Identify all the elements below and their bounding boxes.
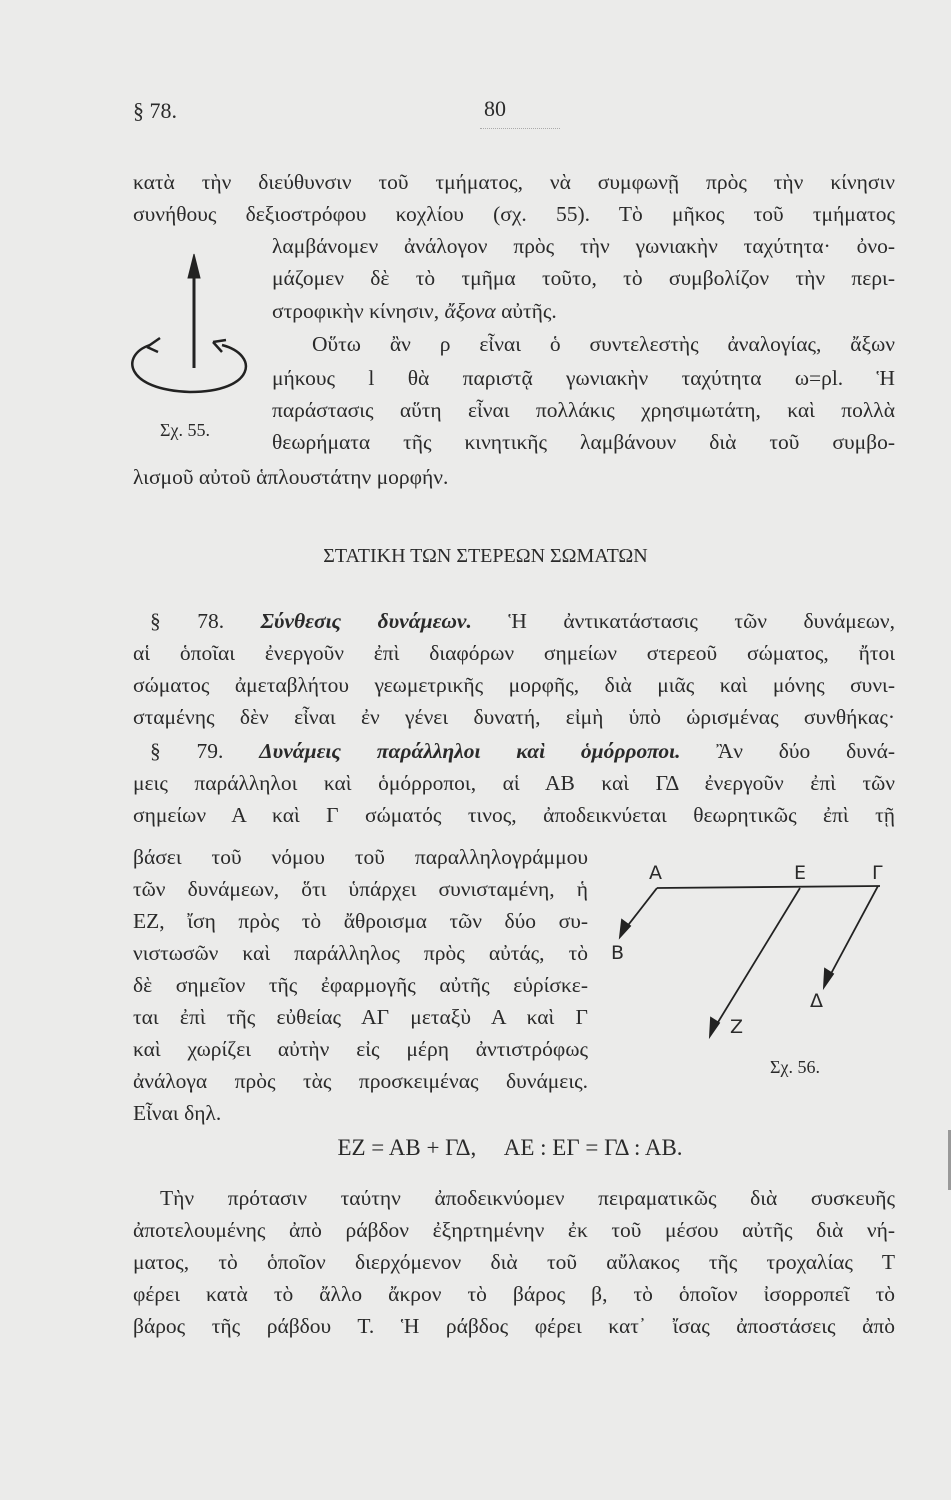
force-GD bbox=[826, 886, 878, 983]
text-line: μεις παράλληλοι καὶ ὁμόρροποι, αἱ ΑΒ καὶ ΓΔ ἐνεργοῦν ἐπὶ τῶν bbox=[133, 771, 895, 795]
running-section: § 78. bbox=[133, 98, 177, 123]
fig-label-Z: Z bbox=[730, 1016, 744, 1038]
text-line: λισμοῦ αὐτοῦ ἁπλουστάτην μορφήν. bbox=[133, 465, 449, 489]
section-title: Δυνάμεις παράλληλοι καὶ ὁμόρροποι. bbox=[259, 739, 681, 763]
chapter-title: ΣΤΑΤΙΚΗ ΤΩΝ ΣΤΕΡΕΩΝ ΣΩΜΑΤΩΝ bbox=[323, 545, 648, 567]
text-line: ἀνάλογα πρὸς τὰς προσκειμένας δυνάμεις. bbox=[133, 1069, 588, 1093]
section-number: § 78. bbox=[150, 609, 225, 633]
text-line: καὶ χωρίζει αὐτὴν εἰς μέρη ἀντιστρόφως bbox=[133, 1037, 588, 1061]
text-fragment: αὐτῆς. bbox=[501, 299, 557, 323]
axis-arrow-icon bbox=[188, 254, 200, 368]
text-line: λαμβάνομεν ἀνάλογον πρὸς τὴν γωνιακὴν ταχύτητα· ὀνο- bbox=[272, 234, 895, 258]
fig-label-B: B bbox=[611, 942, 625, 964]
text-line: τῶν δυνάμεων, ὅτι ὑπάρχει συνισταμένη, ἡ bbox=[133, 877, 588, 901]
text-line: σταμένης δὲν εἶναι ἐν γένει δυνατή, εἰμὴ ὑπὸ ὡρισμένας συνθήκας· bbox=[133, 705, 895, 729]
fig-label-A: A bbox=[649, 862, 662, 884]
equation: ΕΖ = ΑΒ + ΓΔ, ΑΕ : ΕΓ = ΓΔ : ΑΒ. bbox=[337, 1135, 683, 1160]
resultant-EZ bbox=[712, 888, 800, 1032]
text-fragment: Ἡ ἀντικατάστασις τῶν δυνάμεων, bbox=[508, 609, 895, 633]
text-line: σώματος ἀμεταβλήτου γεωμετρικῆς μορφῆς, διὰ μιᾶς καὶ μόνης συνι- bbox=[133, 673, 895, 697]
text-line: θεωρήματα τῆς κινητικῆς λαμβάνουν διὰ τοῦ συμβο- bbox=[272, 430, 895, 454]
text-line: βάσει τοῦ νόμου τοῦ παραλληλογράμμου bbox=[133, 845, 588, 869]
text-fragment: στροφικὴν κίνησιν, bbox=[272, 299, 440, 323]
text-line: σημείων Α καὶ Γ σώματός τινος, ἀποδεικνύεται θεωρητικῶς ἐπὶ τῇ bbox=[133, 803, 895, 827]
text-line: δὲ σημεῖον τῆς ἐφαρμογῆς αὐτῆς εὑρίσκε- bbox=[133, 973, 588, 997]
section-title: Σύνθεσις δυνάμεων. bbox=[260, 609, 472, 633]
fig-label-G: Γ bbox=[872, 862, 883, 884]
page-number: 80 bbox=[484, 96, 506, 121]
rotation-arrow-icon bbox=[132, 338, 246, 392]
text-line: Τὴν πρότασιν ταύτην ἀποδεικνύομεν πειραματικῶς διὰ συσκευῆς bbox=[160, 1186, 895, 1210]
text-line: συνήθους δεξιοστρόφου κοχλίου (σχ. 55). Τὸ μῆκος τοῦ τμήματος bbox=[133, 202, 895, 226]
figure-56-caption: Σχ. 56. bbox=[770, 1057, 820, 1077]
text-line: ται ἐπὶ τῆς εὐθείας ΑΓ μεταξὺ Α καὶ Γ bbox=[133, 1005, 588, 1029]
fig-label-D: Δ bbox=[810, 990, 823, 1012]
text-line: βάρος τῆς ράβδου Τ. Ἡ ράβδος φέρει κατ᾽ ἴσας ἀποστάσεις ἀπὸ bbox=[133, 1314, 895, 1338]
text-line: Εἶναι δηλ. bbox=[133, 1101, 222, 1125]
text-line: Οὕτω ἂν ρ εἶναι ὁ συντελεστὴς ἀναλογίας, ἄξων bbox=[312, 332, 895, 356]
text-line: κατὰ τὴν διεύθυνσιν τοῦ τμήματος, νὰ συμφωνῇ πρὸς τὴν κίνησιν bbox=[133, 170, 895, 194]
text-line: μήκους l θὰ παριστᾷ γωνιακὴν ταχύτητα ω=ρl. Ἡ bbox=[272, 366, 895, 390]
figure-55-caption: Σχ. 55. bbox=[160, 420, 210, 440]
text-fragment: Ἂν δύο δυνά- bbox=[716, 739, 895, 763]
section-79-heading-line bbox=[150, 737, 895, 765]
italic-term: ἄξονα bbox=[444, 299, 496, 323]
text-line: παράστασις αὕτη εἶναι πολλάκις χρησιμωτάτη, καὶ πολλὰ bbox=[272, 398, 895, 422]
text-line: αἱ ὁποῖαι ἐνεργοῦν ἐπὶ διαφόρων σημείων στερεοῦ σώματος, ἤτοι bbox=[133, 641, 895, 665]
fig-label-E: E bbox=[794, 862, 807, 884]
text-line: φέρει κατὰ τὸ ἄλλο ἄκρον τὸ βάρος β, τὸ ὁποῖον ἰσορροπεῖ τὸ bbox=[133, 1282, 895, 1306]
text-line: ματος, τὸ ὁποῖον διερχόμενον διὰ τοῦ αὔλακος τῆς τροχαλίας Τ bbox=[133, 1250, 895, 1274]
text-line: μάζομεν δὲ τὸ τμῆμα τοῦτο, τὸ συμβολίζον τὴν περι- bbox=[272, 266, 895, 290]
text-line: νιστωσῶν καὶ παράλληλος πρὸς αὐτάς, τὸ bbox=[133, 941, 588, 965]
text-line: ἀποτελουμένης ἀπὸ ράβδον ἐξηρτημένην ἐκ τοῦ μέσου αὐτῆς διὰ νή- bbox=[133, 1218, 895, 1242]
section-number: § 79. bbox=[150, 739, 224, 763]
text-line: ΕΖ, ἴση πρὸς τὸ ἄθροισμα τῶν δύο συ- bbox=[133, 909, 588, 933]
section-78-heading-line bbox=[150, 607, 895, 635]
figure-56 bbox=[563, 0, 880, 1036]
